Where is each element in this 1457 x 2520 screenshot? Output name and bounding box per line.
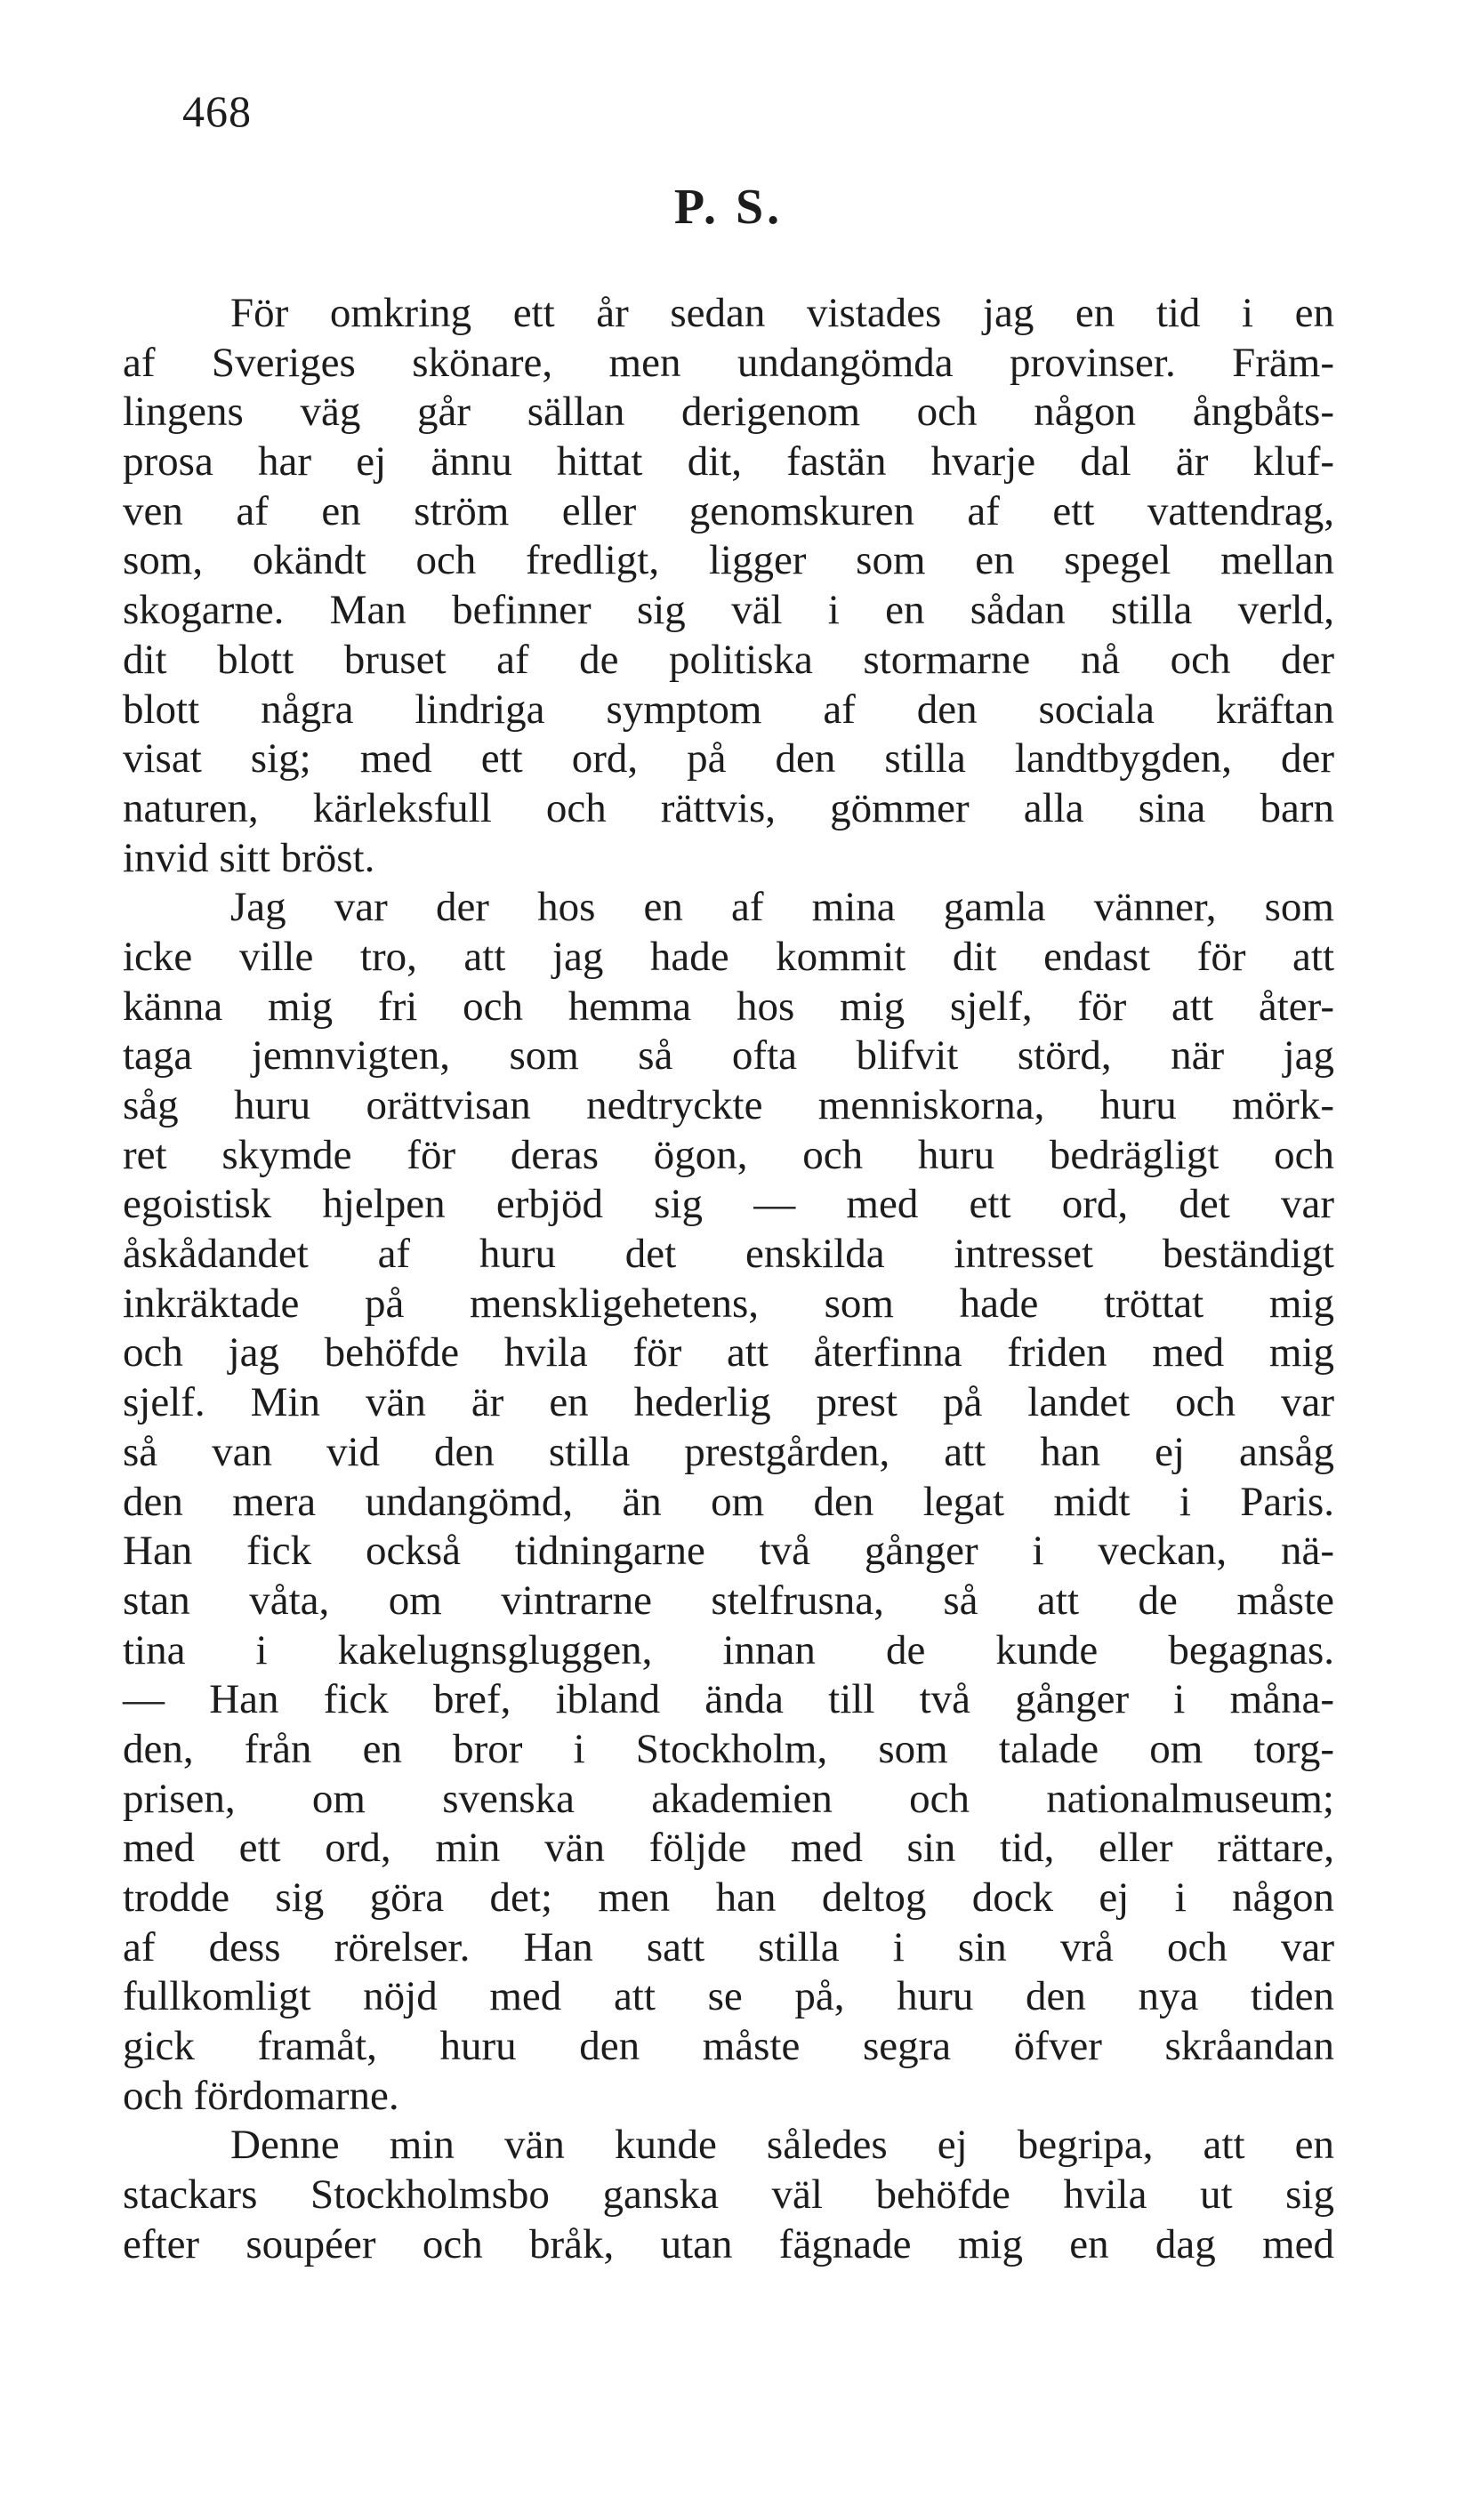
text-line: taga jemnvigten, som så ofta blifvit störd, när jag — [123, 1032, 1334, 1079]
text-line: så van vid den stilla prestgården, att han ej ansåg — [123, 1428, 1334, 1475]
text-line: egoistisk hjelpen erbjöd sig — med ett ord, det var — [123, 1181, 1334, 1228]
page-number: 468 — [182, 86, 252, 136]
text-line: den, från en bror i Stockholm, som talade om torg- — [123, 1725, 1334, 1772]
text-line: fullkomligt nöjd med att se på, huru den nya tiden — [123, 1973, 1334, 2020]
text-line: icke ville tro, att jag hade kommit dit endast för att — [123, 933, 1334, 980]
text-line: inkräktade på menskligehetens, som hade tröttat mig — [123, 1280, 1334, 1327]
text-line: blott några lindriga symptom af den sociala kräftan — [123, 686, 1334, 733]
text-line: trodde sig göra det; men han deltog dock ej i någon — [123, 1874, 1334, 1921]
text-line: skogarne. Man befinner sig väl i en sådan stilla verld, — [123, 587, 1334, 634]
text-line: naturen, kärleksfull och rättvis, gömmer alla sina barn — [123, 784, 1334, 831]
body-text — [123, 289, 1334, 2270]
text-line: med ett ord, min vän följde med sin tid, eller rättare, — [123, 1825, 1334, 1872]
text-line: som, okändt och fredligt, ligger som en spegel mellan — [123, 537, 1334, 584]
text-line: af Sveriges skönare, men undangömda provinser. Främ- — [123, 339, 1334, 386]
text-line: Han fick också tidningarne två gånger i veckan, nä- — [123, 1528, 1334, 1575]
text-line: gick framåt, huru den måste segra öfver skråandan — [123, 2023, 1334, 2070]
section-heading: P. S. — [673, 180, 784, 235]
text-line: För omkring ett år sedan vistades jag en tid i en — [230, 290, 1334, 336]
text-line: såg huru orättvisan nedtryckte menniskorna, huru mörk- — [123, 1082, 1334, 1128]
text-line: Jag var der hos en af mina gamla vänner, som — [230, 884, 1334, 931]
text-line: Denne min vän kunde således ej begripa, att en — [230, 2122, 1334, 2169]
text-line: åskådandet af huru det enskilda intresset beständigt — [123, 1231, 1334, 1278]
text-line: prosa har ej ännu hittat dit, fastän hvarje dal är kluf- — [123, 438, 1334, 486]
text-line: prisen, om svenska akademien och nationalmuseum; — [123, 1775, 1334, 1822]
text-line: tina i kakelugnsgluggen, innan de kunde begagnas. — [123, 1626, 1334, 1673]
text-line: och fördomarne. — [123, 2072, 399, 2119]
text-line: invid sitt bröst. — [123, 834, 375, 881]
text-line: lingens väg går sällan derigenom och någon ångbåts- — [123, 389, 1334, 436]
text-line: sjelf. Min vän är en hederlig prest på landet och var — [123, 1379, 1334, 1426]
text-line: visat sig; med ett ord, på den stilla landtbygden, der — [123, 735, 1334, 782]
text-line: stackars Stockholmsbo ganska väl behöfde hvila ut sig — [123, 2171, 1334, 2219]
text-line: känna mig fri och hemma hos mig sjelf, för att åter- — [123, 983, 1334, 1030]
text-line: stan våta, om vintrarne stelfrusna, så att de måste — [123, 1577, 1334, 1624]
text-line: dit blott bruset af de politiska stormarne nå och der — [123, 636, 1334, 683]
text-line: — Han fick bref, ibland ända till två gånger i måna- — [123, 1676, 1334, 1723]
text-line: efter soupéer och bråk, utan fägnade mig en dag med — [123, 2220, 1334, 2267]
text-line: ret skymde för deras ögon, och huru bedrägligt och — [123, 1131, 1334, 1178]
text-line: ven af en ström eller genomskuren af ett vattendrag, — [123, 487, 1334, 534]
text-line: af dess rörelser. Han satt stilla i sin vrå och var — [123, 1923, 1334, 1970]
text-line: och jag behöfde hvila för att återfinna friden med mig — [123, 1329, 1334, 1376]
text-line: den mera undangömd, än om den legat midt i Paris. — [123, 1478, 1334, 1525]
